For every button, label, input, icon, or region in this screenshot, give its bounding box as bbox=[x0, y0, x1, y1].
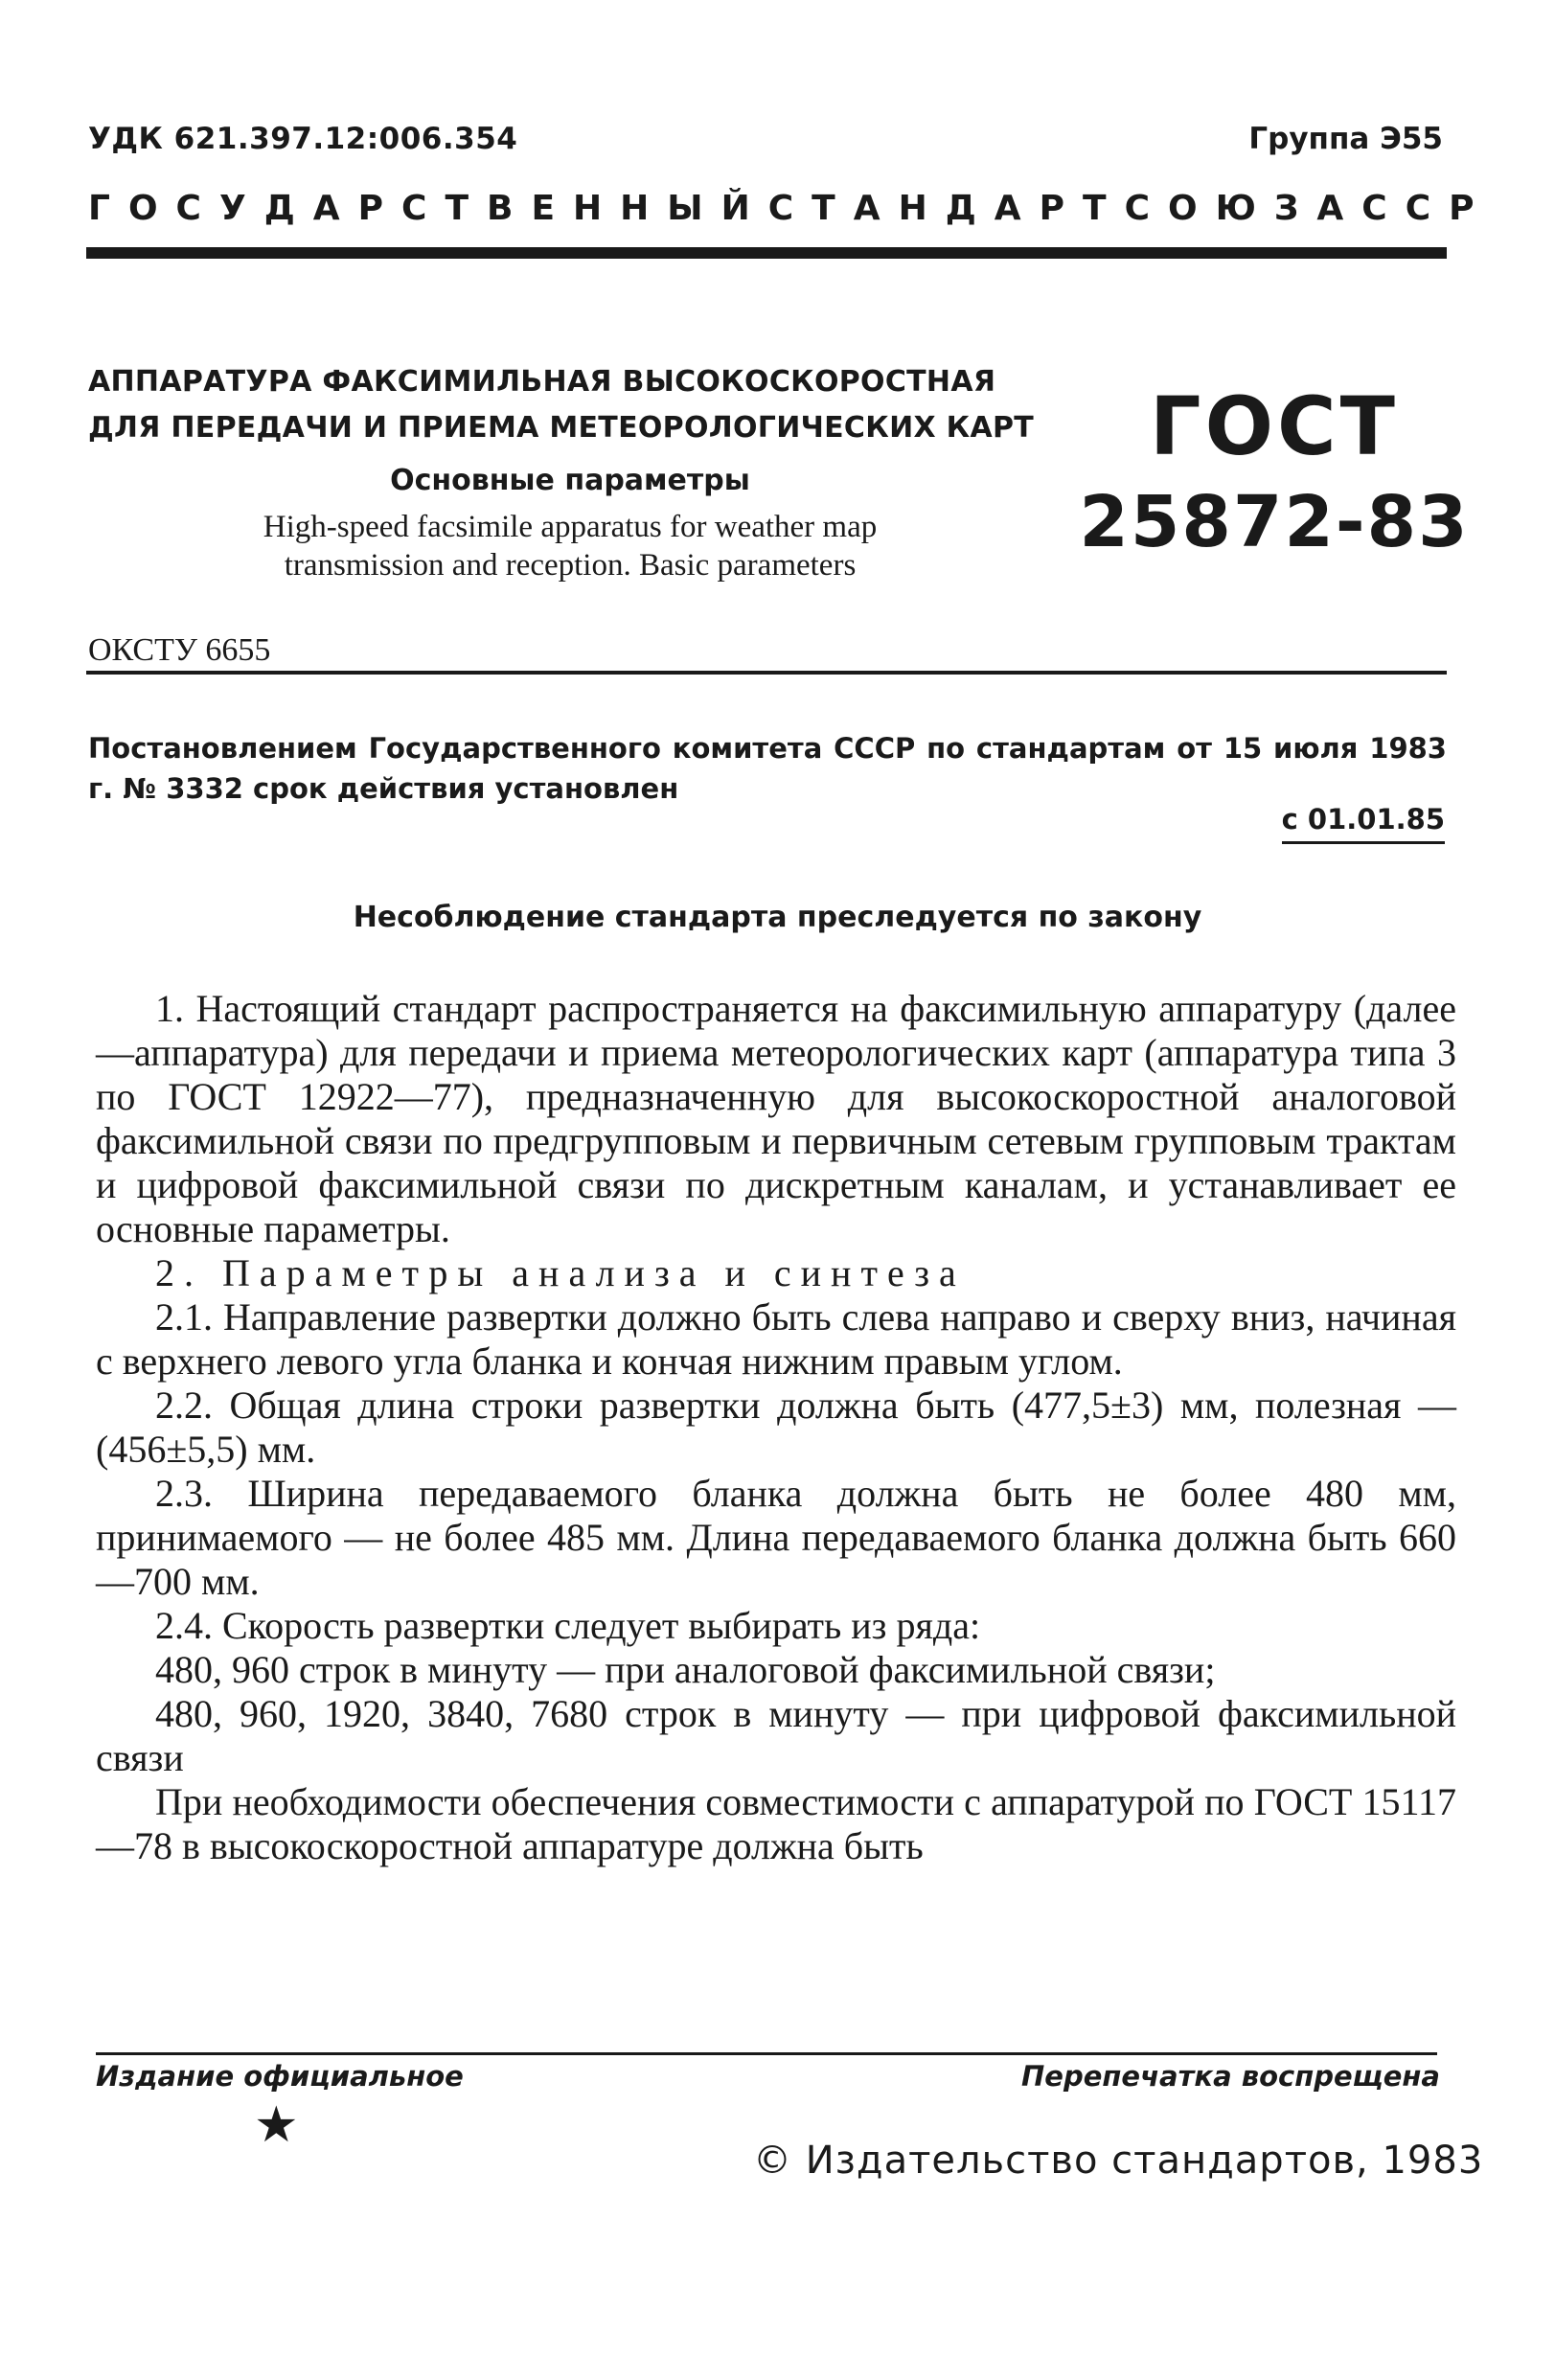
paragraph: 2.1. Направление развертки должно быть слева направо и сверху вниз, начиная с верхнего левого угла бланка и кончая нижним правым углом. bbox=[96, 1295, 1456, 1383]
english-title-line-2: transmission and reception. Basic parameters bbox=[284, 548, 857, 583]
header-divider bbox=[86, 247, 1447, 259]
english-title bbox=[86, 508, 1054, 584]
document-body bbox=[96, 987, 1456, 1868]
paragraph: 2.3. Ширина передаваемого бланка должна быть не более 480 мм, принимаемого — не более 485 мм. Длина передаваемого бланка должна быть 660—700 мм. bbox=[96, 1472, 1456, 1603]
okstu-code: ОКСТУ 6655 bbox=[88, 632, 271, 668]
title-line-1: АППАРАТУРА ФАКСИМИЛЬНАЯ ВЫСОКОСКОРОСТНАЯ bbox=[88, 365, 996, 399]
okstu-divider bbox=[86, 671, 1447, 675]
paragraph: 480, 960 строк в минуту — при аналоговой факсимильной связи; bbox=[155, 1648, 1216, 1691]
effective-date: с 01.01.85 bbox=[1282, 803, 1445, 844]
paragraph: 480, 960, 1920, 3840, 7680 строк в минуту — при цифровой факсимильной связи bbox=[96, 1692, 1456, 1779]
state-standard-word: СТАНДАРТ bbox=[767, 189, 1125, 228]
state-standard-heading bbox=[88, 189, 1493, 228]
paragraph: При необходимости обеспечения совместимости с аппаратурой по ГОСТ 15117—78 в высокоскоростной аппаратуре должна быть bbox=[96, 1780, 1456, 1867]
copyright-line: © Издательство стандартов, 1983 bbox=[753, 2139, 1484, 2183]
gost-label: ГОСТ bbox=[1150, 379, 1399, 473]
decree-text: Постановлением Государственного комитета СССР по стандартам от 15 июля 1983 г. № 3332 срок действия установлен bbox=[88, 732, 1447, 805]
star-icon: ★ bbox=[254, 2098, 299, 2153]
udk-code: УДК 621.397.12:006.354 bbox=[88, 122, 518, 156]
gost-number: 25872-83 bbox=[1079, 481, 1470, 563]
reprint-prohibited-note: Перепечатка воспрещена bbox=[1021, 2060, 1440, 2093]
state-standard-word: СОЮЗА bbox=[1124, 189, 1362, 228]
state-standard-word: ССР bbox=[1361, 189, 1493, 228]
footer-divider bbox=[96, 2052, 1437, 2055]
state-standard-word: ГОСУДАРСТВЕННЫЙ bbox=[88, 189, 768, 228]
document-title bbox=[88, 359, 1034, 451]
official-edition-note: Издание официальное bbox=[96, 2060, 464, 2093]
legal-notice: Несоблюдение стандарта преследуется по закону bbox=[353, 901, 1202, 934]
paragraph: 2.4. Скорость развертки следует выбирать из ряда: bbox=[155, 1604, 981, 1647]
section-heading: 2. Параметры анализа и синтеза bbox=[155, 1251, 966, 1294]
gost-designation bbox=[1073, 378, 1475, 570]
paragraph: 1. Настоящий стандарт распространяется на факсимильную аппаратуру (далее—аппаратура) для передачи и приема метеорологических карт (аппаратура типа 3 по ГОСТ 12922—77), предназначенную для высокоскоростной аналоговой факсимильной связи по предгрупповым и первичным сетевым групповым трактам и цифровой факсимильной связи по дискретным каналам, и устанавливает ее основные параметры. bbox=[96, 987, 1456, 1250]
english-title-line-1: High-speed facsimile apparatus for weather map bbox=[263, 510, 878, 544]
title-line-2: ДЛЯ ПЕРЕДАЧИ И ПРИЕМА МЕТЕОРОЛОГИЧЕСКИХ КАРТ bbox=[88, 411, 1035, 445]
document-subtitle: Основные параметры bbox=[390, 464, 750, 497]
group-code: Группа Э55 bbox=[1248, 122, 1443, 156]
paragraph: 2.2. Общая длина строки развертки должна быть (477,5±3) мм, полезная — (456±5,5) мм. bbox=[96, 1384, 1456, 1471]
